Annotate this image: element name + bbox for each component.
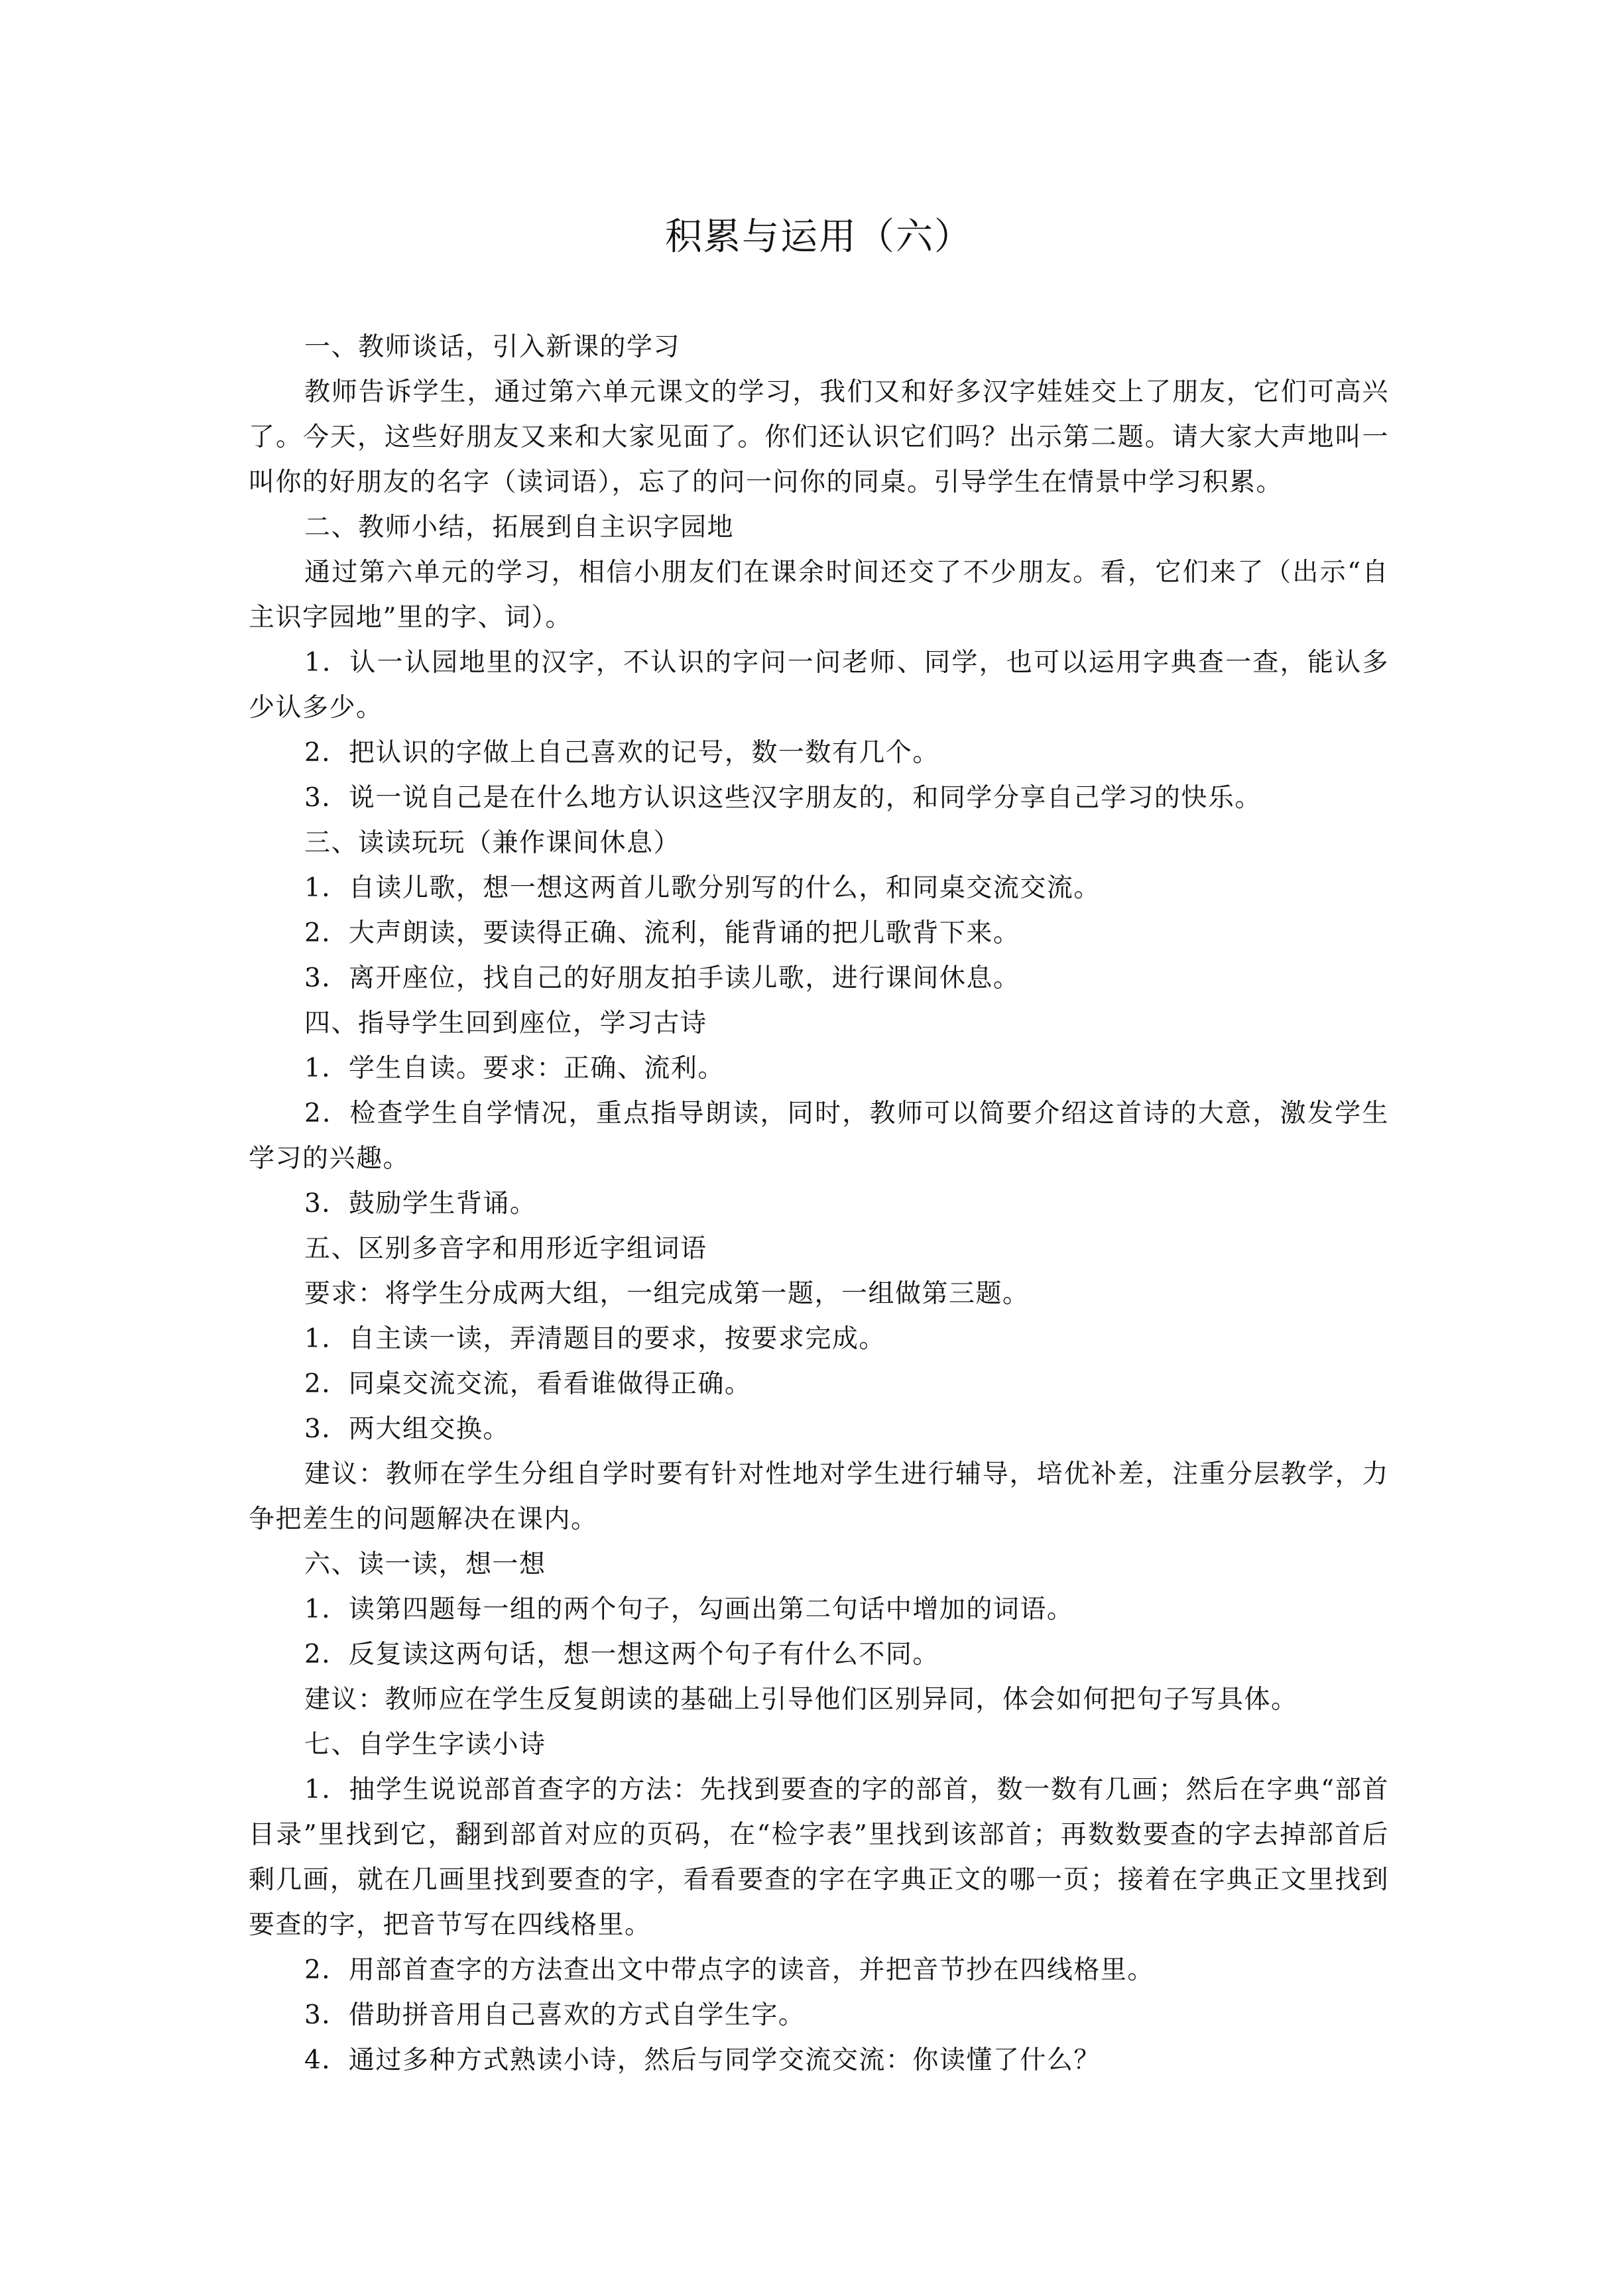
list-item: 3．离开座位，找自己的好朋友拍手读儿歌，进行课间休息。 xyxy=(304,963,1020,993)
list-item: 2．同桌交流交流，看看谁做得正确。 xyxy=(304,1369,752,1399)
list-item: 4．通过多种方式熟读小诗，然后与同学交流交流：你读懂了什么？ xyxy=(304,2045,1101,2075)
document-body xyxy=(249,325,1389,2083)
section-heading-2: 二、教师小结，拓展到自主识字园地 xyxy=(304,513,735,542)
list-item: 3．说一说自己是在什么地方认识这些汉字朋友的，和同学分享自己学习的快乐。 xyxy=(304,783,1262,813)
suggestion-paragraph: 建议：教师在学生分组自学时要有针对性地对学生进行辅导，培优补差，注重分层教学，力争把差生的问题解决在课内。 xyxy=(249,1459,1389,1534)
paragraph: 教师告诉学生，通过第六单元课文的学习，我们又和好多汉字娃娃交上了朋友，它们可高兴了。今天，这些好朋友又来和大家见面了。你们还认识它们吗？出示第二题。请大家大声地叫一叫你的好朋友的名字（读词语），忘了的问一问你的同桌。引导学生在情景中学习积累。 xyxy=(249,377,1389,497)
suggestion-paragraph: 建议：教师应在学生反复朗读的基础上引导他们区别异同，体会如何把句子写具体。 xyxy=(304,1685,1298,1715)
section-heading-3: 三、读读玩玩（兼作课间休息） xyxy=(304,828,681,858)
section-heading-7: 七、自学生字读小诗 xyxy=(304,1730,546,1760)
list-item: 1．读第四题每一组的两个句子，勾画出第二句话中增加的词语。 xyxy=(304,1595,1074,1624)
list-item: 1．学生自读。要求：正确、流利。 xyxy=(304,1054,725,1083)
section-heading-5: 五、区别多音字和用形近字组词语 xyxy=(304,1234,707,1264)
section-heading-6: 六、读一读，想一想 xyxy=(304,1549,546,1579)
list-item: 1．认一认园地里的汉字，不认识的字问一问老师、同学，也可以运用字典查一查，能认多少认多少。 xyxy=(249,648,1389,723)
list-item: 1．自主读一读，弄清题目的要求，按要求完成。 xyxy=(304,1324,886,1354)
list-item: 2．检查学生自学情况，重点指导朗读，同时，教师可以简要介绍这首诗的大意，激发学生学习的兴趣。 xyxy=(249,1099,1389,1174)
list-item: 3．鼓励学生背诵。 xyxy=(304,1189,537,1219)
list-item: 2．把认识的字做上自己喜欢的记号，数一数有几个。 xyxy=(304,738,939,768)
list-item: 2．反复读这两句话，想一想这两个句子有什么不同。 xyxy=(304,1640,939,1669)
list-item: 3．两大组交换。 xyxy=(304,1414,510,1444)
paragraph: 要求：将学生分成两大组，一组完成第一题，一组做第三题。 xyxy=(304,1279,1030,1309)
list-item: 2．用部首查字的方法查出文中带点字的读音，并把音节抄在四线格里。 xyxy=(304,1955,1154,1985)
list-item: 1．抽学生说说部首查字的方法：先找到要查的字的部首，数一数有几画；然后在字典“部首目录”里找到它，翻到部首对应的页码，在“检字表”里找到该部首；再数数要查的字去掉部首后剩几画，就在几画里找到要查的字，看看要查的字在字典正文的哪一页；接着在字典正文里找到要查的字，把音节写在四线格里。 xyxy=(249,1775,1389,1940)
page-title: 积累与运用（六） xyxy=(665,215,973,259)
list-item: 3．借助拼音用自己喜欢的方式自学生字。 xyxy=(304,2000,806,2030)
paragraph: 通过第六单元的学习，相信小朋友们在课余时间还交了不少朋友。看，它们来了（出示“自主识字园地”里的字、词）。 xyxy=(249,558,1389,633)
list-item: 2．大声朗读，要读得正确、流利，能背诵的把儿歌背下来。 xyxy=(304,918,1020,948)
section-heading-4: 四、指导学生回到座位，学习古诗 xyxy=(304,1008,707,1038)
list-item: 1．自读儿歌，想一想这两首儿歌分别写的什么，和同桌交流交流。 xyxy=(304,873,1101,903)
section-heading-1: 一、教师谈话，引入新课的学习 xyxy=(304,332,681,362)
